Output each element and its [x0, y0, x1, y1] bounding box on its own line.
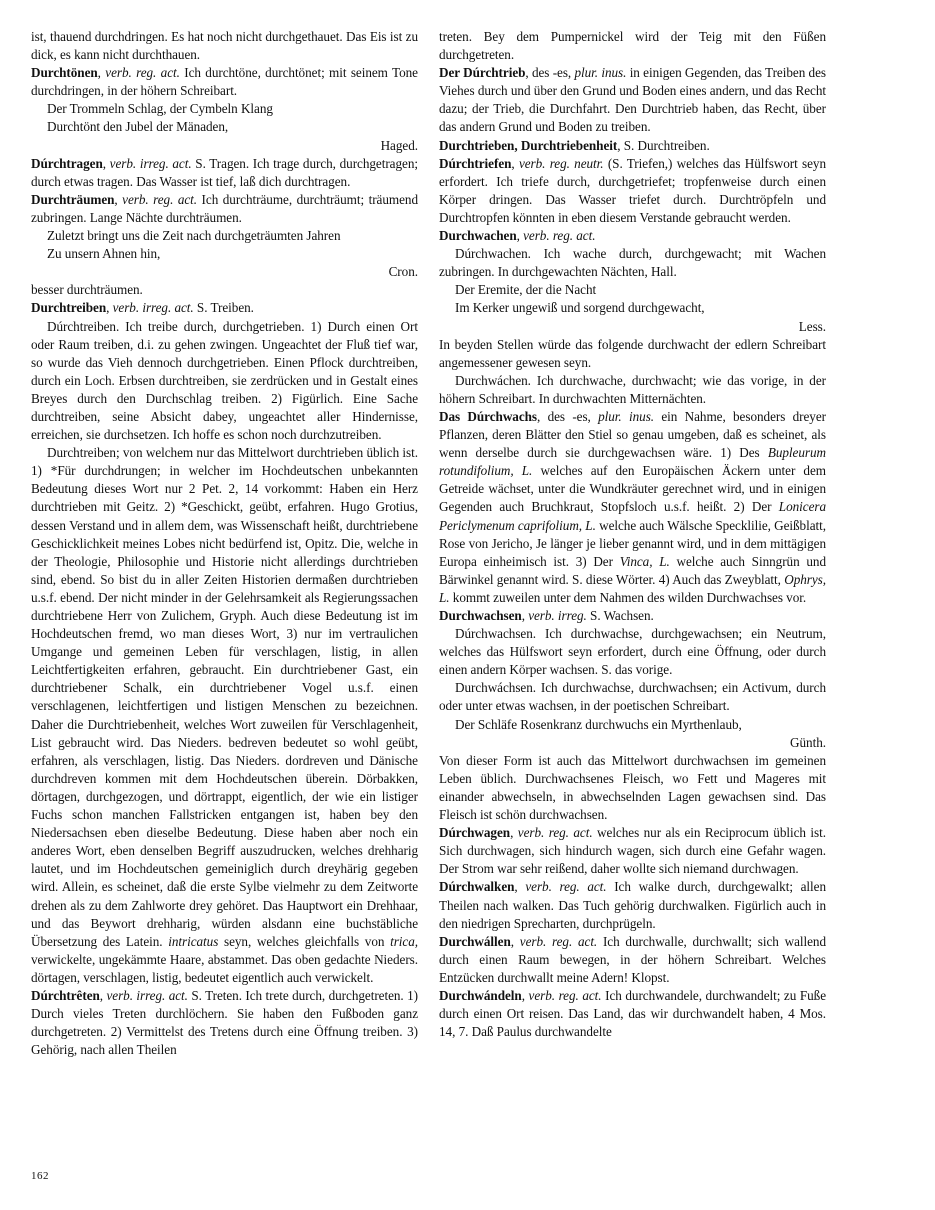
dictionary-entry [439, 408, 826, 607]
grammar-note: verb. reg. act. [525, 879, 607, 895]
dictionary-entry: Durchtönen, verb. reg. act. Ich durchtöne, durchtönet; mit seinem Tone durchdringen, in der höhern Schreibart. [31, 65, 418, 99]
headword: Durchwachen [439, 228, 517, 244]
dictionary-entry [439, 64, 826, 136]
grammar-note: plur. inus. [598, 408, 655, 424]
definition: S. Treten. Ich trete durch, durchgetreten. 1) Durch vieles Treten durchlöchern. Sie haben den Fußboden ganz durchgetreten. 2) Vermittelst des Tretens durch eine Öffnung treiben. 3) Gehörig, nach allen Theilen [31, 987, 418, 1058]
verse-source: Haged. [380, 137, 418, 153]
dictionary-entry: Durchwándeln, verb. reg. act. Ich durchwandele, durchwandelt; zu Fuße durch einen Ort reisen. Das Land, das wir durchwandelt haben, 4 Mos. 14, 7. Daß Paulus durchwandelte [439, 987, 826, 1040]
verse-line: Zu unsern Ahnen hin, [47, 246, 161, 262]
dictionary-entry: Durchträumen, verb. reg. act. Ich durchträume, durchträumt; träumend zubringen. Lange Nächte durchträumen. [31, 191, 418, 225]
headword: Durchwachsen [439, 608, 522, 623]
headword: Dúrchtrêten [31, 987, 100, 1003]
headword: Das Dúrchwachs [439, 408, 538, 424]
headword: Durchträumen [31, 191, 115, 207]
definition: (S. Triefen,) welches das Hülfswort seyn erfordert. Ich triefe durch, durchgetriefet; tropfenweise durch einen Körper dringen. Das Wasser triefet durch. Durchtröpfeln und Durchtropfen könnten in eben diesem Verstande gebraucht werden. [439, 155, 827, 225]
grammar-note: verb. reg. act. [517, 825, 593, 841]
dictionary-entry: Durchwachsen, verb. irreg. S. Wachsen. [439, 608, 654, 623]
sense-paragraph: Durchwáchsen. Ich durchwachse, durchwachsen; ein Activum, durch oder unter etwas wachsen, in der poetischen Schreibart. [439, 680, 826, 714]
dictionary-page [31, 28, 826, 1178]
headword: Durchwándeln [439, 987, 522, 1003]
definition: welche auch Wälsche Specklilie, Geißblatt, Rose von Jericho, Je länger je lieber genannt wird, und in dem mittägigen Europa einheimisch ist. 3) Der [439, 517, 826, 569]
dictionary-entry: Dúrchtriefen, verb. reg. neutr. (S. Triefen,) welches das Hülfswort seyn erfordert. Ich triefe durch, durchgetriefet; tropfenweise durch einen Körper dringen. Das Wasser triefet durch. Durchtröpfeln und Durchtropfen könnten in eben diesem Verstande gebraucht werden. [439, 155, 827, 225]
verse-line: Der Schläfe Rosenkranz durchwuchs ein Myrthenlaub, [455, 716, 742, 732]
dictionary-entry: Dúrchtrêten, verb. irreg. act. S. Treten. Ich trete durch, durchgetreten. 1) Durch vieles Treten durchlöchern. Sie haben den Fußboden ganz durchgetreten. 2) Vermittelst des Tretens durch eine Öffnung treiben. 3) Gehörig, nach allen Theilen [31, 987, 418, 1058]
headword: Dúrchwagen [439, 825, 511, 841]
verse-line: Im Kerker ungewiß und sorgend durchgewacht, [455, 300, 705, 316]
grammar-note: verb. reg. act. [528, 987, 602, 1003]
definition: welches nur als ein Reciprocum üblich ist. Sich durchwagen, sich hindurch wagen, sich durch eine Gefahr wagen. Der Strom war sehr reißend, daher wollte sich niemand durchwagen. [439, 825, 826, 877]
grammar-note: verb. reg. act. [519, 933, 598, 949]
verse-line: Der Trommeln Schlag, der Cymbeln Klang [47, 101, 273, 117]
page-number: 162 [31, 1170, 49, 1182]
headword: Durchwállen [439, 933, 511, 949]
definition: welches auf den Europäischen Äckern unter dem Getreide wächset, unter die Wundkräuter gerechnet wird, und in einigen Gegenden auch Bruchkraut, Stopfsloch u.s.f. heißt. 2) Der [439, 463, 826, 515]
grammar-note: verb. reg. act. [105, 65, 180, 81]
verse-line: Der Eremite, der die Nacht [455, 282, 597, 298]
sense-paragraph: Dúrchwachsen. Ich durchwachse, durchgewachsen; ein Neutrum, welches das Hülfswort seyn erfordert, durch eine Öffnung, oder durch einen andern Körper wachsen. S. das vorige. [439, 626, 826, 678]
latin-term: Vinca, L. [619, 553, 670, 569]
sense-paragraph: Dúrchtreiben. Ich treibe durch, durchgetrieben. 1) Durch einen Ort oder Raum treiben, d.i. zu gehen zwingen. Ungeachtet der Fluß tief war, so wurde das Vieh dennoch durchgetrieben. Einen Pflock durchtreiben, durch ein Loch. Erbsen durchtreiben, sie zerdrücken und in Gestalt eines Breyes durch den Durchschlag treiben. 2) Figürlich. Eine Sache durchtreiben, seine Absicht dabey, ungeachtet aller Hindernisse, erreichen, sie durchsetzen. Ich hoffe es schon noch durchzutreiben. [31, 318, 418, 443]
sense-paragraph [31, 444, 418, 987]
right-column [439, 28, 826, 1041]
headword: Durchtrieben, Durchtriebenheit [439, 137, 618, 153]
definition: in einigen Gegenden, das Treiben des Viehes durch und über den Grund und Boden eines andern, und das Recht dazu; der Trieb, die Durchfahrt. Den Durchtrieb haben, das Recht, über das andern Grund und Boden zu treiben. [439, 65, 826, 135]
dictionary-entry: Dúrchtragen, verb. irreg. act. S. Tragen. Ich trage durch, durchgetragen; durch etwas tragen. Das Wasser ist tief, laß dich durchtragen. [31, 155, 418, 189]
verse-line: Durchtönt den Jubel der Mänaden, [47, 119, 229, 135]
entry-text: In beyden Stellen würde das folgende durchwacht der edlern Schreibart angemessener gewesen seyn. [439, 336, 826, 370]
definition: Ich walke durch, durchgewalkt; allen Theilen nach walken. Das Tuch gehörig durchwalken. Figürlich auch in den niedrigen Sprecharten, durchprügeln. [439, 879, 826, 931]
definition: S. Treiben. [193, 300, 254, 316]
dictionary-entry: Durchwachen, verb. reg. act. [439, 228, 596, 244]
latin-term: Lonicera Periclymenum caprifolium, L. [439, 499, 826, 533]
definition: welche auch Sinngrün und Bärwinkel genannt wird. S. diese Wörter. 4) Auch das Zweyblatt, [439, 553, 826, 587]
verse-source: Cron. [388, 264, 418, 280]
verse-line: Zuletzt bringt uns die Zeit nach durchgeträumten Jahren [47, 228, 341, 244]
headword: Dúrchtriefen [439, 155, 512, 171]
headword: Durchtönen [31, 65, 98, 81]
latin-term: Bupleurum rotundifolium, L. [439, 445, 826, 479]
latin-term: trica, [390, 933, 418, 949]
definition: kommt zuweilen unter dem Nahmen des wilden Durchwachses vor. [449, 589, 807, 605]
left-column [31, 28, 418, 1059]
definition: Ich durchwalle, durchwallt; sich wallend durch einen Raum bewegen, in der höhern Schreibart. Welches Entzücken durchwallt meine Adern! Klopst. [439, 933, 826, 985]
entry-text: ist, thauend durchdringen. Es hat noch nicht durchgethauet. Das Eis ist zu dick, es kann nicht durchthauen. [31, 29, 418, 63]
headword: Dúrchtragen [31, 155, 103, 171]
grammar-note: verb. reg. neutr. [518, 155, 604, 171]
dictionary-entry [439, 137, 826, 155]
definition: S. Wachsen. [586, 608, 654, 623]
definition: , S. Durchtreiben. [617, 137, 710, 153]
paragraph-text: verwickelte, ungekämmte Haare, abstammet. Das oben gedachte Nieders. dörtagen, verschlagen, listig, bedeutet eigentlich auch verwickelt. [31, 951, 418, 985]
paragraph-text: seyn, welches gleichfalls von [218, 933, 391, 949]
grammar-note: verb. irreg. act. [106, 987, 188, 1003]
headword: Dúrchwalken [439, 879, 515, 895]
dictionary-entry: Dúrchwagen, verb. reg. act. welches nur als ein Reciprocum üblich ist. Sich durchwagen, sich hindurch wagen, sich durch eine Gefahr wagen. Der Strom war sehr reißend, daher wollte sich niemand durchwagen. [439, 825, 826, 877]
definition: S. Tragen. Ich trage durch, durchgetragen; durch etwas tragen. Das Wasser ist tief, laß dich durchtragen. [31, 155, 418, 189]
definition: Ich durchtöne, durchtönet; mit seinem Tone durchdringen, in der höhern Schreibart. [31, 65, 418, 99]
entry-text: Von dieser Form ist auch das Mittelwort durchwachsen im gemeinen Leben üblich. Durchwachsenes Fleisch, wo Fett und Mageres mit einander abwechseln, in abwechselnden Lagen gewachsen sind. Das Fleisch ist schön durchwachsen. [439, 752, 826, 823]
paragraph-text: Durchtreiben; von welchem nur das Mittelwort durchtrieben üblich ist. 1) *Für durchdrungen; in welcher im Hochdeutschen unbekannten Bedeutung dieses Wort nur 2 Pet. 2, 14 vorkommt: Haben ein Herz durchtrieben mit Geitz. 2) *Geschickt, geübt, erfahren. Hugo Grotius, dessen Verstand und in allem dem, was Wissenschaft heißt, durchtriebene Geschicklichkeit meines Lobes nicht bedürfend ist, Opitz. Die, welche in der Theologie, Philosophie und Historie nicht allerdings durchtrieben sind, ebend. So bist du in aller Zeiten Historien dermaßen durchtrieben u.s.f. ebend. Der nicht minder in der Gelehrsamkeit als Regierungssachen durchtriebene Herr von Zulichem, Gryph. Auch diese Bedeutung ist im Hochdeutschen fremd, wo man dieses Wort, 3) nur im vertraulichen Umgange und gemeinen Leben für verschlagen, listig, in allen Leichtfertigkeiten erfahren, gebraucht. Ein durchtriebener Gast, ein durchtriebener Schalk, ein durchtriebener Vogel u.s.f. einen verschlagenen, leichtfertigen und listigen Menschen zu bezeichnen. Daher die Durchtriebenheit, welches Wort zuweilen für Verschlagenheit, List gebraucht wird. Das Nieders. bedreven bedeutet so wohl geübt, erfahren, als verschlagen, listig. Das Nieders. dordreven und Dänische durchdreven kommen mit dem Hochdeutschen überein. Dörbakken, dörtagen, durchgezogen, und dörtrappt, eigentlich, der wie ein listiger Fuchs schon manchen Fallstricken entgangen ist, haben bey den Niedersachsen eben dieselbe Bedeutung. Diese haben aber noch ein anderes Wort, eben denselben Begriff auszudrucken, welches drehharig lautet, und im Hochdeutschen gemeiniglich durch dreyhärig gegeben wird. Allein, es scheinet, daß die erste Sylbe vielmehr zu dem Zeitworte drehen als zu dem Zahlworte drey gehöret. Das Hauptwort ein Drehhaar, und das Beywort drehharig, würden alsdann eine buchstäbliche Übersetzung des Latein. [31, 445, 418, 949]
dictionary-entry: Durchtreiben, verb. irreg. act. S. Treiben. [31, 300, 254, 316]
grammar-note: verb. reg. act. [523, 228, 596, 244]
grammar-note: verb. irreg. act. [109, 155, 192, 171]
headword: Der Dúrchtrieb [439, 65, 526, 81]
verse-source: Günth. [790, 734, 826, 750]
dictionary-entry: Durchwállen, verb. reg. act. Ich durchwalle, durchwallt; sich wallend durch einen Raum bewegen, in der höhern Schreibart. Welches Entzücken durchwallt meine Adern! Klopst. [439, 933, 826, 985]
grammar-note: verb. irreg. [528, 608, 587, 623]
verse-source: Less. [798, 318, 826, 334]
dictionary-entry: Dúrchwalken, verb. reg. act. Ich walke durch, durchgewalkt; allen Theilen nach walken. Das Tuch gehörig durchwalken. Figürlich auch in den niedrigen Sprecharten, durchprügeln. [439, 879, 826, 931]
latin-term: intricatus [168, 933, 219, 949]
definition: , des -es, [537, 408, 599, 424]
headword: Durchtreiben [31, 300, 107, 316]
sense-paragraph: Durchwáchen. Ich durchwache, durchwacht; wie das vorige, in der höhern Schreibart. In durchwachten Mitternächten. [439, 372, 826, 406]
definition: Ich durchträume, durchträumt; träumend zubringen. Lange Nächte durchträumen. [31, 191, 418, 225]
entry-text: treten. Bey dem Pumpernickel wird der Teig mit den Füßen durchgetreten. [439, 29, 826, 63]
grammar-note: verb. irreg. act. [112, 300, 194, 316]
latin-term: Ophrys, L. [439, 571, 826, 605]
definition: , des -es, [525, 65, 575, 81]
grammar-note: plur. inus. [574, 65, 627, 81]
entry-text: besser durchträumen. [31, 282, 143, 298]
definition: ein Nahme, besonders dreyer Pflanzen, deren Blätter den Stiel so genau umgeben, daß es scheinet, als wenn derselbe durch sie durchgewachsen wäre. 1) Des [439, 408, 826, 461]
grammar-note: verb. reg. act. [122, 191, 198, 207]
sense-paragraph: Dúrchwachen. Ich wache durch, durchgewacht; mit Wachen zubringen. In durchgewachten Nächten, Hall. [439, 246, 826, 280]
definition: Ich durchwandele, durchwandelt; zu Fuße durch einen Ort reisen. Das Land, das wir durchwandelt haben, 4 Mos. 14, 7. Daß Paulus durchwandelte [439, 987, 826, 1040]
